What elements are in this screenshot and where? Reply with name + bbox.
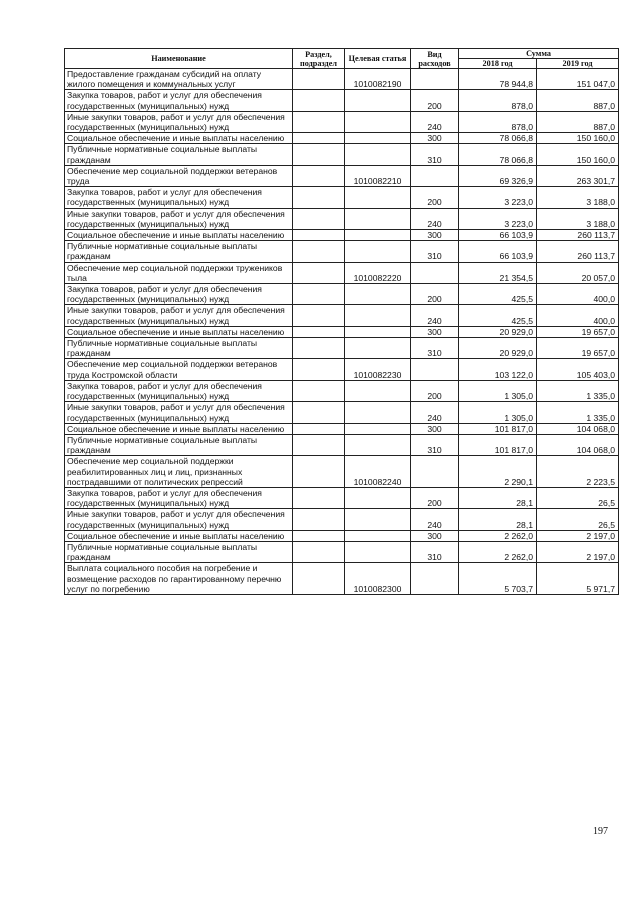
cell-razdel: [293, 326, 345, 337]
cell-name: Иные закупки товаров, работ и услуг для обеспечения государственных (муниципальных) нужд: [65, 111, 293, 132]
cell-razdel: [293, 338, 345, 359]
cell-celevaya-statya: [345, 133, 411, 144]
cell-razdel: [293, 530, 345, 541]
cell-sum-2018: 28,1: [459, 487, 537, 508]
table-row: [65, 208, 619, 229]
cell-sum-2018: 78 944,8: [459, 69, 537, 90]
cell-vid-rashodov: 310: [411, 241, 459, 262]
cell-sum-2019: 150 160,0: [537, 133, 619, 144]
cell-sum-2019: 260 113,7: [537, 241, 619, 262]
cell-sum-2019: 887,0: [537, 90, 619, 111]
cell-razdel: [293, 563, 345, 595]
table-row: [65, 434, 619, 455]
cell-name: Социальное обеспечение и иные выплаты населению: [65, 230, 293, 241]
cell-sum-2018: 1 305,0: [459, 380, 537, 401]
cell-razdel: [293, 208, 345, 229]
table-row: [65, 262, 619, 283]
cell-sum-2019: 3 188,0: [537, 208, 619, 229]
header-year-2018: 2018 год: [459, 59, 537, 69]
cell-name: Закупка товаров, работ и услуг для обеспечения государственных (муниципальных) нужд: [65, 380, 293, 401]
cell-name: Обеспечение мер социальной поддержки реабилитированных лиц и лиц, признанных пострадавшими от политических репрессий: [65, 456, 293, 488]
table-row: [65, 165, 619, 186]
cell-vid-rashodov: 200: [411, 284, 459, 305]
cell-vid-rashodov: 240: [411, 111, 459, 132]
table-row: [65, 111, 619, 132]
budget-table: [64, 48, 619, 595]
cell-celevaya-statya: [345, 284, 411, 305]
table-row: [65, 563, 619, 595]
cell-celevaya-statya: [345, 402, 411, 423]
cell-razdel: [293, 541, 345, 562]
cell-sum-2018: 78 066,8: [459, 133, 537, 144]
cell-vid-rashodov: [411, 165, 459, 186]
cell-vid-rashodov: 310: [411, 144, 459, 165]
table-body: [65, 69, 619, 595]
cell-celevaya-statya: [345, 144, 411, 165]
table-row: [65, 338, 619, 359]
cell-name: Публичные нормативные социальные выплаты гражданам: [65, 541, 293, 562]
cell-vid-rashodov: 300: [411, 230, 459, 241]
table-row: [65, 541, 619, 562]
cell-sum-2019: 1 335,0: [537, 402, 619, 423]
cell-sum-2019: 260 113,7: [537, 230, 619, 241]
cell-razdel: [293, 284, 345, 305]
cell-razdel: [293, 305, 345, 326]
table-row: [65, 456, 619, 488]
cell-sum-2019: 2 223,5: [537, 456, 619, 488]
cell-razdel: [293, 509, 345, 530]
cell-name: Иные закупки товаров, работ и услуг для обеспечения государственных (муниципальных) нужд: [65, 208, 293, 229]
cell-name: Закупка товаров, работ и услуг для обеспечения государственных (муниципальных) нужд: [65, 487, 293, 508]
cell-sum-2019: 2 197,0: [537, 530, 619, 541]
cell-sum-2018: 3 223,0: [459, 187, 537, 208]
cell-sum-2018: 101 817,0: [459, 423, 537, 434]
cell-razdel: [293, 90, 345, 111]
cell-sum-2018: 5 703,7: [459, 563, 537, 595]
cell-celevaya-statya: [345, 230, 411, 241]
cell-sum-2018: 101 817,0: [459, 434, 537, 455]
cell-celevaya-statya: [345, 111, 411, 132]
cell-razdel: [293, 111, 345, 132]
cell-sum-2018: 21 354,5: [459, 262, 537, 283]
cell-sum-2019: 105 403,0: [537, 359, 619, 380]
cell-vid-rashodov: [411, 563, 459, 595]
cell-vid-rashodov: 300: [411, 133, 459, 144]
cell-sum-2018: 425,5: [459, 284, 537, 305]
header-celevaya-statya: Целевая статья: [345, 49, 411, 69]
cell-name: Выплата социального пособия на погребение и возмещение расходов по гарантированному перечню услуг по погребению: [65, 563, 293, 595]
header-razdel: Раздел, подраздел: [293, 49, 345, 69]
cell-sum-2019: 2 197,0: [537, 541, 619, 562]
cell-celevaya-statya: [345, 326, 411, 337]
cell-sum-2018: 66 103,9: [459, 230, 537, 241]
cell-celevaya-statya: [345, 509, 411, 530]
cell-celevaya-statya: 1010082300: [345, 563, 411, 595]
table-row: [65, 487, 619, 508]
cell-celevaya-statya: 1010082190: [345, 69, 411, 90]
cell-razdel: [293, 144, 345, 165]
cell-vid-rashodov: [411, 359, 459, 380]
cell-vid-rashodov: 240: [411, 402, 459, 423]
cell-vid-rashodov: 300: [411, 326, 459, 337]
cell-vid-rashodov: [411, 456, 459, 488]
cell-name: Социальное обеспечение и иные выплаты населению: [65, 326, 293, 337]
cell-celevaya-statya: 1010082220: [345, 262, 411, 283]
cell-sum-2019: 26,5: [537, 509, 619, 530]
cell-sum-2019: 1 335,0: [537, 380, 619, 401]
cell-sum-2018: 78 066,8: [459, 144, 537, 165]
cell-name: Публичные нормативные социальные выплаты гражданам: [65, 241, 293, 262]
cell-name: Обеспечение мер социальной поддержки ветеранов труда: [65, 165, 293, 186]
table-row: [65, 69, 619, 90]
cell-sum-2018: 69 326,9: [459, 165, 537, 186]
cell-name: Публичные нормативные социальные выплаты гражданам: [65, 434, 293, 455]
cell-celevaya-statya: [345, 305, 411, 326]
cell-sum-2019: 19 657,0: [537, 338, 619, 359]
table-row: [65, 380, 619, 401]
cell-sum-2019: 263 301,7: [537, 165, 619, 186]
cell-celevaya-statya: [345, 90, 411, 111]
cell-sum-2019: 150 160,0: [537, 144, 619, 165]
cell-name: Иные закупки товаров, работ и услуг для обеспечения государственных (муниципальных) нужд: [65, 402, 293, 423]
cell-celevaya-statya: [345, 530, 411, 541]
cell-sum-2018: 103 122,0: [459, 359, 537, 380]
cell-name: Закупка товаров, работ и услуг для обеспечения государственных (муниципальных) нужд: [65, 187, 293, 208]
cell-celevaya-statya: 1010082210: [345, 165, 411, 186]
cell-celevaya-statya: [345, 187, 411, 208]
table-row: [65, 144, 619, 165]
cell-razdel: [293, 423, 345, 434]
cell-celevaya-statya: 1010082240: [345, 456, 411, 488]
cell-sum-2018: 425,5: [459, 305, 537, 326]
cell-celevaya-statya: [345, 380, 411, 401]
table-row: [65, 509, 619, 530]
cell-razdel: [293, 69, 345, 90]
cell-sum-2018: 2 262,0: [459, 530, 537, 541]
budget-page: [64, 48, 618, 595]
cell-vid-rashodov: 310: [411, 541, 459, 562]
table-row: [65, 133, 619, 144]
cell-razdel: [293, 241, 345, 262]
cell-sum-2019: 400,0: [537, 284, 619, 305]
cell-vid-rashodov: 240: [411, 509, 459, 530]
cell-razdel: [293, 230, 345, 241]
cell-sum-2018: 1 305,0: [459, 402, 537, 423]
cell-razdel: [293, 359, 345, 380]
cell-vid-rashodov: 310: [411, 434, 459, 455]
cell-celevaya-statya: [345, 241, 411, 262]
cell-name: Обеспечение мер социальной поддержки тружеников тыла: [65, 262, 293, 283]
header-row-top: [65, 49, 619, 59]
table-row: [65, 187, 619, 208]
cell-razdel: [293, 262, 345, 283]
cell-name: Социальное обеспечение и иные выплаты населению: [65, 133, 293, 144]
cell-name: Социальное обеспечение и иные выплаты населению: [65, 530, 293, 541]
table-row: [65, 402, 619, 423]
cell-name: Закупка товаров, работ и услуг для обеспечения государственных (муниципальных) нужд: [65, 284, 293, 305]
table-row: [65, 359, 619, 380]
header-year-2019: 2019 год: [537, 59, 619, 69]
cell-name: Предоставление гражданам субсидий на оплату жилого помещения и коммунальных услуг: [65, 69, 293, 90]
cell-name: Иные закупки товаров, работ и услуг для обеспечения государственных (муниципальных) нужд: [65, 305, 293, 326]
cell-vid-rashodov: 300: [411, 530, 459, 541]
cell-sum-2018: 3 223,0: [459, 208, 537, 229]
cell-sum-2019: 104 068,0: [537, 434, 619, 455]
cell-vid-rashodov: 200: [411, 487, 459, 508]
cell-vid-rashodov: 200: [411, 187, 459, 208]
table-row: [65, 423, 619, 434]
cell-sum-2019: 151 047,0: [537, 69, 619, 90]
cell-name: Публичные нормативные социальные выплаты гражданам: [65, 144, 293, 165]
cell-celevaya-statya: [345, 434, 411, 455]
cell-sum-2019: 19 657,0: [537, 326, 619, 337]
page-number: 197: [593, 826, 608, 837]
cell-sum-2019: 20 057,0: [537, 262, 619, 283]
cell-sum-2018: 28,1: [459, 509, 537, 530]
cell-razdel: [293, 133, 345, 144]
cell-sum-2019: 26,5: [537, 487, 619, 508]
table-row: [65, 305, 619, 326]
cell-sum-2019: 3 188,0: [537, 187, 619, 208]
cell-vid-rashodov: 240: [411, 305, 459, 326]
table-row: [65, 241, 619, 262]
cell-sum-2018: 20 929,0: [459, 326, 537, 337]
cell-name: Социальное обеспечение и иные выплаты населению: [65, 423, 293, 434]
table-row: [65, 326, 619, 337]
cell-vid-rashodov: 310: [411, 338, 459, 359]
cell-name: Закупка товаров, работ и услуг для обеспечения государственных (муниципальных) нужд: [65, 90, 293, 111]
cell-sum-2018: 20 929,0: [459, 338, 537, 359]
cell-sum-2018: 2 262,0: [459, 541, 537, 562]
cell-razdel: [293, 402, 345, 423]
cell-vid-rashodov: 200: [411, 90, 459, 111]
cell-celevaya-statya: [345, 541, 411, 562]
cell-name: Иные закупки товаров, работ и услуг для обеспечения государственных (муниципальных) нужд: [65, 509, 293, 530]
cell-razdel: [293, 380, 345, 401]
cell-name: Публичные нормативные социальные выплаты гражданам: [65, 338, 293, 359]
cell-sum-2019: 104 068,0: [537, 423, 619, 434]
cell-sum-2019: 5 971,7: [537, 563, 619, 595]
cell-razdel: [293, 487, 345, 508]
cell-sum-2019: 887,0: [537, 111, 619, 132]
table-row: [65, 90, 619, 111]
cell-razdel: [293, 434, 345, 455]
cell-celevaya-statya: [345, 487, 411, 508]
cell-celevaya-statya: [345, 208, 411, 229]
header-summa: Сумма: [459, 49, 619, 59]
header-vid-rashodov: Вид расходов: [411, 49, 459, 69]
cell-vid-rashodov: 300: [411, 423, 459, 434]
cell-vid-rashodov: 200: [411, 380, 459, 401]
cell-sum-2018: 2 290,1: [459, 456, 537, 488]
table-row: [65, 284, 619, 305]
cell-razdel: [293, 187, 345, 208]
cell-razdel: [293, 456, 345, 488]
cell-name: Обеспечение мер социальной поддержки ветеранов труда Костромской области: [65, 359, 293, 380]
header-name: Наименование: [65, 49, 293, 69]
cell-sum-2019: 400,0: [537, 305, 619, 326]
cell-sum-2018: 878,0: [459, 90, 537, 111]
cell-razdel: [293, 165, 345, 186]
cell-vid-rashodov: [411, 69, 459, 90]
table-row: [65, 230, 619, 241]
cell-sum-2018: 878,0: [459, 111, 537, 132]
cell-sum-2018: 66 103,9: [459, 241, 537, 262]
cell-celevaya-statya: 1010082230: [345, 359, 411, 380]
cell-vid-rashodov: [411, 262, 459, 283]
table-row: [65, 530, 619, 541]
cell-celevaya-statya: [345, 423, 411, 434]
cell-vid-rashodov: 240: [411, 208, 459, 229]
cell-celevaya-statya: [345, 338, 411, 359]
